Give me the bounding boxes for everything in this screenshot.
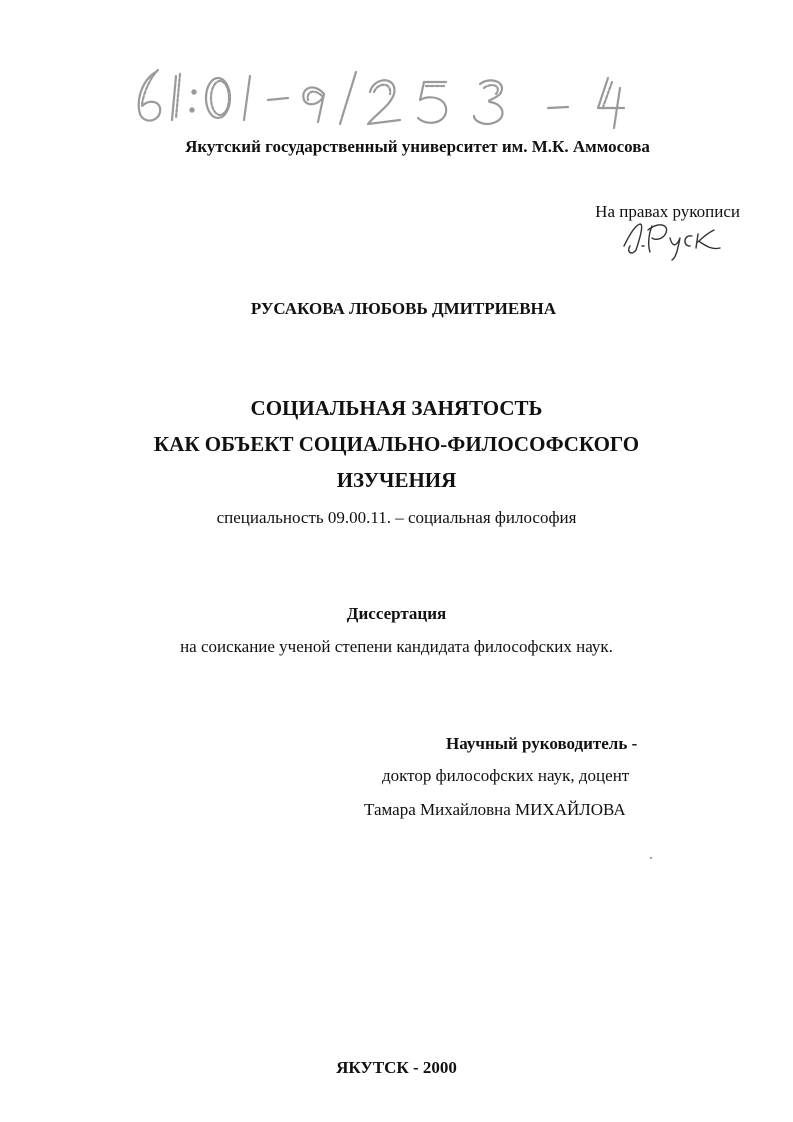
manuscript-rights-label: На правах рукописи [595,202,740,221]
scan-speck [650,857,652,859]
city-and-year: ЯКУТСК - 2000 [336,1058,457,1077]
supervisor-rank: доктор философских наук, доцент [382,766,630,785]
supervisor-heading: Научный руководитель - [446,734,638,753]
university-name: Якутский государственный университет им. М.К. Аммосова [185,137,650,156]
degree-sought: на соискание ученой степени кандидата философских наук. [180,637,613,656]
author-signature [618,216,726,262]
dissertation-title-line-3: ИЗУЧЕНИЯ [336,468,457,492]
work-type: Диссертация [346,604,447,623]
supervisor-name: Тамара Михайловна МИХАЙЛОВА [364,800,626,819]
dissertation-title-line-2: КАК ОБЪЕКТ СОЦИАЛЬНО-ФИЛОСОФСКОГО [153,432,640,456]
archive-stamp-number [128,58,668,138]
dissertation-title-line-1: СОЦИАЛЬНАЯ ЗАНЯТОСТЬ [250,396,543,420]
author-name: РУСАКОВА ЛЮБОВЬ ДМИТРИЕВНА [250,299,557,318]
specialty-code: специальность 09.00.11. – социальная философия [216,508,577,527]
